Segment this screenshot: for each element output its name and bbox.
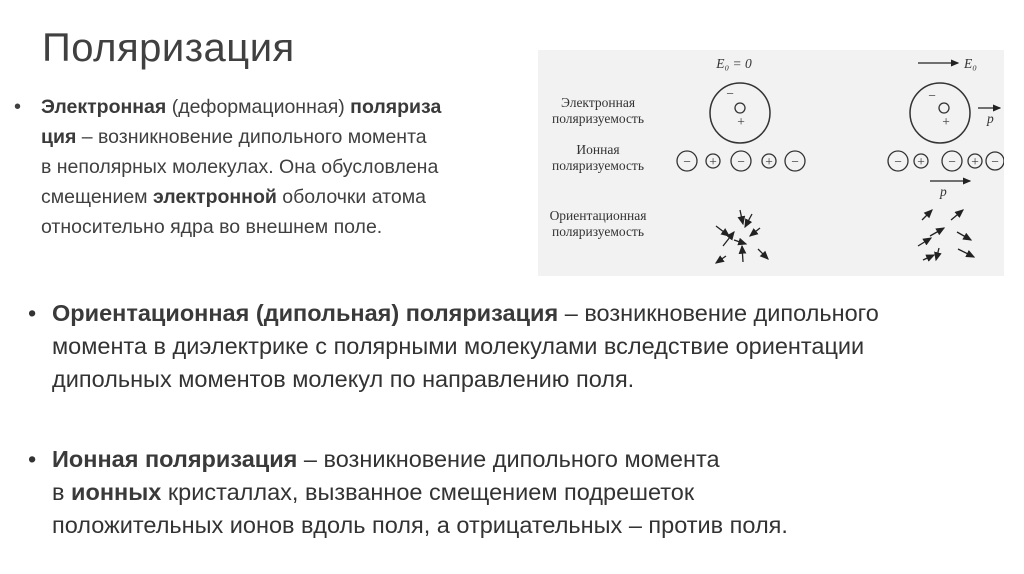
text-line: дипольных моментов молекул по направлению поля. [52,366,635,392]
label-no-field: E₀ = 0 [716,56,752,71]
row3-label-b: поляризуемость [551,224,645,239]
dipoles-random [716,210,768,263]
cation-sign: + [765,154,773,169]
text-span: смещением [41,186,154,208]
term-electron-shell: электронной [153,186,277,208]
anion-sign: − [737,154,745,169]
electron-charge: − [928,88,936,103]
row1-label-a: Электронная [560,95,636,110]
row3-label-a: Ориентационная [549,208,647,223]
text-span: оболочки атома [276,186,426,208]
cation-sign: + [971,154,979,169]
anion-sign: − [894,154,902,169]
atom-no-field [710,83,770,143]
row2-label-a: Ионная [576,142,620,157]
polarizability-diagram [538,50,1004,276]
text-line: в неполярных молекулах. Она обусловлена [41,156,439,178]
cation-sign: + [917,154,925,169]
anion-sign: − [948,154,956,169]
atom-in-field [910,83,1000,143]
term-electronic: Электронная [41,96,167,118]
bullet-orientational-text [52,297,1012,396]
row1-label-b: поляризуемость [551,111,645,126]
term-ionic: Ионная поляризация [52,446,298,472]
text-span: – возникновение дипольного момента [76,126,427,148]
text-line: положительных ионов вдоль поля, а отрицательных – против поля. [52,512,788,538]
bullet-ionic-text [52,443,1012,542]
dipole-label: p [987,111,994,126]
bullet-marker: • [28,446,37,472]
text-span: – возникновение дипольного [558,300,879,326]
row2-label-b: поляризуемость [551,158,645,173]
dipoles-aligned [918,210,974,260]
text-line: относительно ядра во внешнем поле. [41,216,383,238]
bullet-marker: • [14,96,22,118]
nucleus-charge: + [737,114,745,129]
ion-chain-in-field [888,151,1004,171]
text-span: – возникновение дипольного момента [297,446,720,472]
text-line: момента в диэлектрике с полярными молекулами вследствие ориентации [52,333,865,359]
cation-sign: + [709,154,717,169]
bullet-marker: • [28,300,37,326]
anion-sign: − [683,154,691,169]
text-span: кристаллах, вызванное смещением подрешеток [161,479,695,505]
label-field: E₀ [964,56,977,71]
anion-sign: − [991,154,999,169]
term-polarization-part: поляриза [350,96,442,118]
dipole-label: p [940,184,947,199]
anion-sign: − [791,154,799,169]
text-span: (деформационная) [166,96,351,118]
ion-chain-no-field-signs [683,154,799,169]
term-orientational: Ориентационная (дипольная) поляризация [52,300,559,326]
nucleus-charge: + [942,114,950,129]
slide-title: Поляризация [42,26,295,70]
term-ionic-crystals: ионных [71,479,162,505]
diagram-svg [538,50,1004,276]
electron-charge: − [726,86,734,101]
term-polarization-end: ция [41,126,77,148]
ion-chain-in-field-signs [894,154,999,169]
bullet-electronic-text [41,92,519,242]
text-span: в [52,479,72,505]
